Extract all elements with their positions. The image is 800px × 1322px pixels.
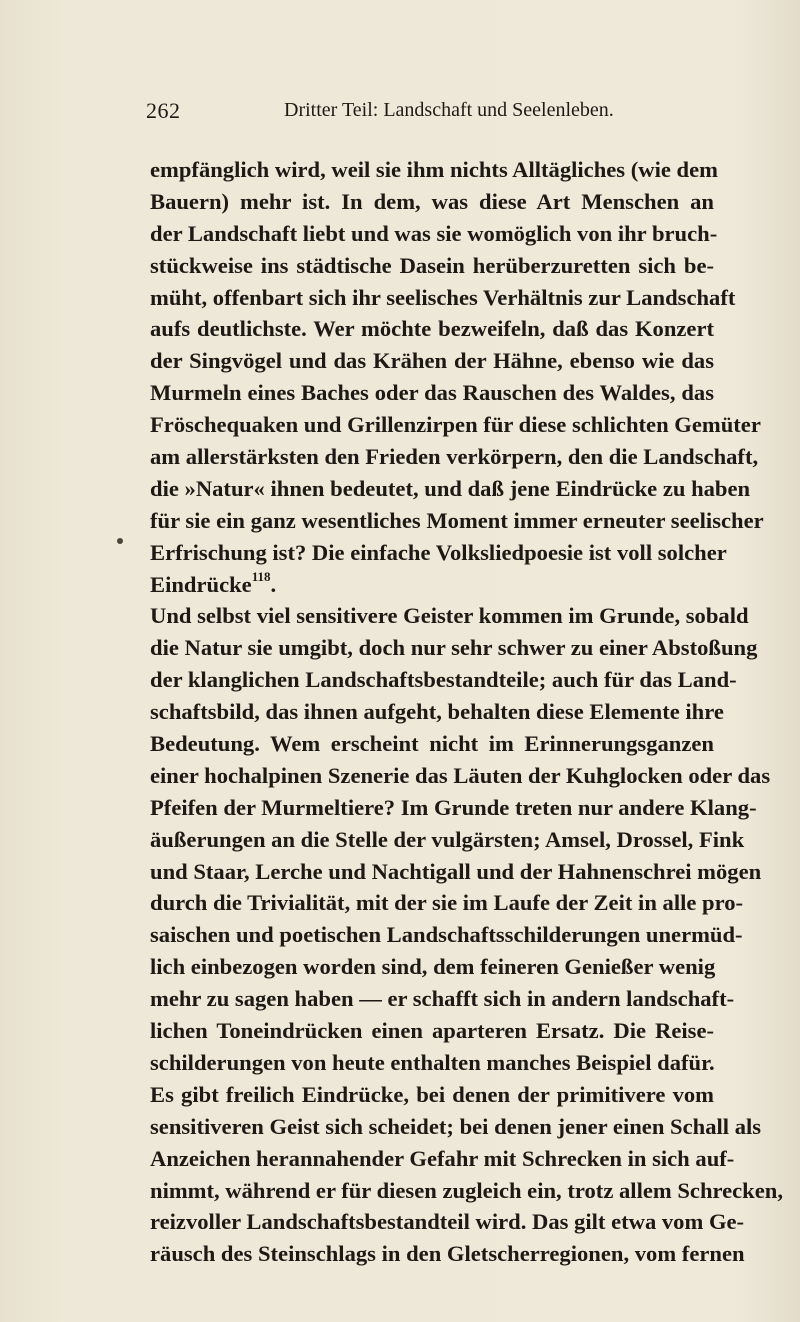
text-line: nimmt, während er für diesen zugleich ein, trotz allem Schrecken, [150,1177,783,1203]
paragraph-2 [150,600,783,1270]
text-line: mehr zu sagen haben — er schafft sich in andern landschaft- [150,986,735,1012]
text-line: die »Natur« ihnen bedeutet, und daß jene Eindrücke zu haben [150,475,751,501]
text-line: lichen Toneindrücken einen aparteren Ersatz. Die Reise- [150,1018,714,1044]
text-line: Bedeutung. Wem erscheint nicht im Erinnerungsganzen [150,731,714,757]
page-header [146,98,706,132]
text-line: Anzeichen herannahender Gefahr mit Schrecken in sich auf- [150,1145,735,1171]
page-number: 262 [146,98,181,123]
text-line [150,569,714,601]
text-line: und Staar, Lerche und Nachtigall und der Hahnenschrei mögen [150,858,762,884]
text-line: der Singvögel und das Krähen der Hähne, ebenso wie das [150,348,714,374]
text-line: reizvoller Landschaftsbestandteil wird. Das gilt etwa vom Ge- [150,1209,745,1235]
text-line: Fröschequaken und Grillenzirpen für diese schlichten Gemüter [150,412,761,438]
text-line: aufs deutlichste. Wer möchte bezweifeln, daß das Konzert [150,316,714,342]
text-line: sensitiveren Geist sich scheidet; bei denen jener einen Schall als [150,1113,762,1139]
text-line: der klanglichen Landschaftsbestandteile; auch für das Land- [150,667,737,693]
text-line: die Natur sie umgibt, doch nur sehr schwer zu einer Abstoßung [150,635,758,661]
text-line: äußerungen an die Stelle der vulgärsten; Amsel, Drossel, Fink [150,826,745,852]
text-line: stückweise ins städtische Dasein herüberzuretten sich be- [150,252,714,278]
body-text [150,154,783,1270]
text-line: Pfeifen der Murmeltiere? Im Grunde treten nur andere Klang- [150,794,757,820]
text-line: der Landschaft liebt und was sie womöglich von ihr bruch- [150,220,718,246]
text-line: Und selbst viel sensitivere Geister kommen im Grunde, sobald [150,603,749,629]
text-line: schaftsbild, das ihnen aufgeht, behalten diese Elemente ihre [150,699,724,725]
text-line: räusch des Steinschlags in den Gletscherregionen, vom fernen [150,1241,745,1267]
text-line: Bauern) mehr ist. In dem, was diese Art Menschen an [150,188,714,214]
text-line: empfänglich wird, weil sie ihm nichts Alltägliches (wie dem [150,157,718,182]
paragraph-1 [150,154,764,600]
running-head: Dritter Teil: Landschaft und Seelenleben. [284,99,614,121]
text-line: einer hochalpinen Szenerie das Läuten der Kuhglocken oder das [150,762,771,788]
text-line: lich einbezogen worden sind, dem feineren Genießer wenig [150,954,716,980]
text-line: Erfrischung ist? Die einfache Volksliedpoesie ist voll solcher [150,539,727,565]
text-line: saischen und poetischen Landschaftsschilderungen unermüd- [150,922,743,948]
text-fragment: . [270,571,277,597]
text-line: schilderungen von heute enthalten manches Beispiel dafür. [150,1049,715,1075]
text-line: durch die Trivialität, mit der sie im Laufe der Zeit in alle pro- [150,890,744,916]
text-line: am allerstärksten den Frieden verkörpern, den die Landschaft, [150,444,759,470]
text-line: Murmeln eines Baches oder das Rauschen des Waldes, das [150,380,714,406]
text-line: Es gibt freilich Eindrücke, bei denen der primitivere vom [150,1081,714,1107]
margin-mark [117,538,123,544]
footnote-reference[interactable]: 118 [251,569,271,585]
text-line: müht, offenbart sich ihr seelisches Verhältnis zur Landschaft [150,284,736,310]
text-line: für sie ein ganz wesentliches Moment immer erneuter seelischer [150,507,764,533]
text-fragment: Eindrücke [150,571,252,597]
